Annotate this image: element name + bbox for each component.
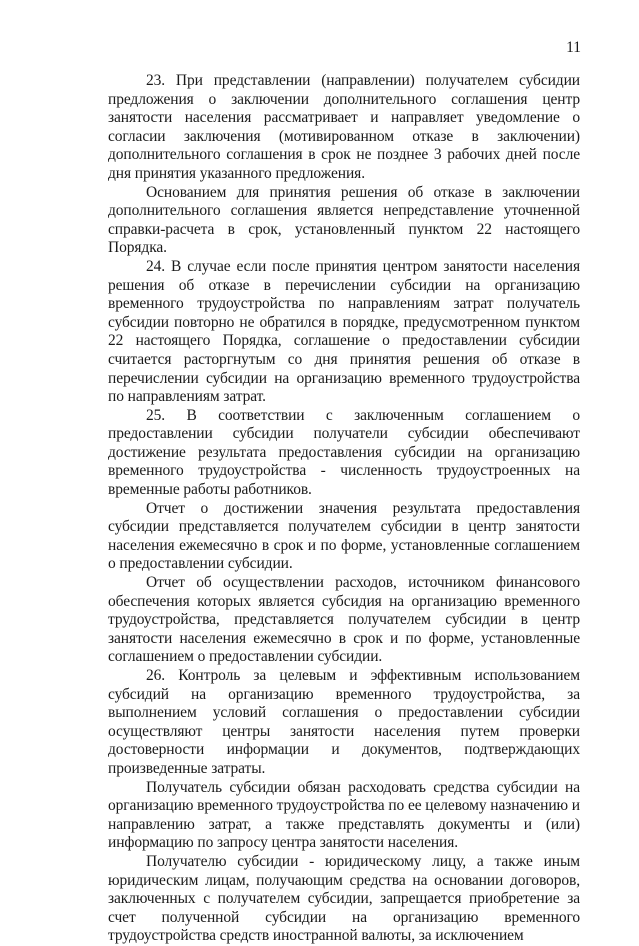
paragraph-recipient-obligation: Получатель субсидии обязан расходовать средства субсидии на организацию временного трудоустройства по ее целевому назначению и направлению затрат, а также представлять документы и (или) информацию по запросу центра занятости населения.: [108, 778, 580, 852]
paragraph-23: 23. При представлении (направлении) получателем субсидии предложения о заключении дополнительного соглашения центр занятости населения рассматривает и направляет уведомление о согласии заключения (мотивированном отказе в заключении) дополнительного соглашения в срок не позднее 3 рабочих дней после дня принятия указанного предложения.: [108, 72, 580, 182]
page-number: 11: [566, 39, 581, 56]
paragraph-24: 24. В случае если после принятия центром занятости населения решения об отказе в перечислении субсидии на организацию временного трудоустройства по направлениям затрат получатель субсидии повторно не обратился в порядке, предусмотренном пунктом 22 настоящего Порядка, соглашение о предоставлении субсидии считается расторгнутым со дня принятия решения об отказе в перечислении субсидии на организацию временного трудоустройства по направлениям затрат.: [108, 257, 580, 406]
paragraph-result-report: Отчет о достижении значения результата предоставления субсидии представляется получателем субсидии в центр занятости населения ежемесячно в срок и по форме, установленные соглашением о предоставлении субсидии.: [108, 499, 580, 573]
paragraph-expense-report: Отчет об осуществлении расходов, источником финансового обеспечения которых является субсидия на организацию временного трудоустройства, представляется получателем субсидии в центр занятости населения ежемесячно в срок и по форме, установленные соглашением о предоставлении субсидии.: [108, 574, 580, 666]
document-body: [108, 72, 580, 946]
paragraph-currency-prohibition: Получателю субсидии - юридическому лицу, а также иным юридическим лицам, получающим средства на основании договоров, заключенных с получателем субсидии, запрещается приобретение за счет полученной субсидии на организацию временного трудоустройства средств иностранной валюты, за исключением: [108, 852, 580, 945]
paragraph-26: 26. Контроль за целевым и эффективным использованием субсидий на организацию временного трудоустройства, за выполнением условий соглашения о предоставлении субсидии осуществляют центры занятости населения путем проверки достоверности информации и документов, подтверждающих произведенные затраты.: [108, 667, 580, 777]
paragraph-refusal-basis: Основанием для принятия решения об отказе в заключении дополнительного соглашения является непредставление уточненной справки-расчета в срок, установленный пунктом 22 настоящего Порядка.: [108, 183, 580, 257]
paragraph-25: 25. В соответствии с заключенным соглашением о предоставлении субсидии получатели субсидии обеспечивают достижение результата предоставления субсидии на организацию временного трудоустройства - численность трудоустроенных на временные работы работников.: [108, 406, 580, 499]
